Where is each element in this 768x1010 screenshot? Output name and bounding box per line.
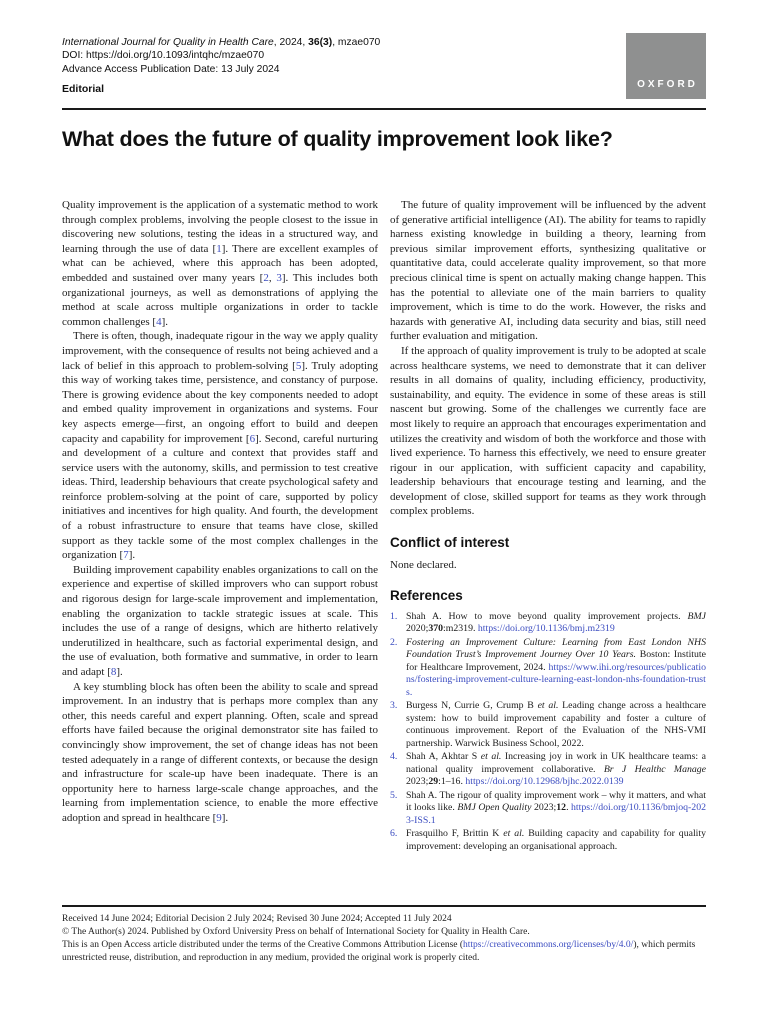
reference-number: 2.	[390, 636, 398, 648]
copyright-line: © The Author(s) 2024. Published by Oxford University Press on behalf of International Society for Quality in Health Care.	[62, 926, 530, 937]
citation-ref[interactable]: 6	[249, 432, 256, 445]
text-segment: ].	[221, 811, 229, 824]
body-paragraph	[62, 680, 378, 826]
text-segment: ].	[161, 315, 169, 328]
header-citation-block	[62, 36, 380, 97]
citation-ref[interactable]: 4	[156, 315, 162, 328]
text-segment: Building improvement capability enables organizations to call on the experience and expertise of skilled improvers who can support robust and rigorous design for large-scale improvement and implementation, enabling the organization to tackle strategic issues at scale. This includes the use of a range of designs, which are hitherto relatively underutilized in healthcare, such as factorial experimental design, and the use of evaluation, both formative and summative, in order to learn and adapt [	[62, 563, 378, 678]
text-segment: 370	[428, 623, 444, 635]
header-divider-rule	[62, 108, 706, 110]
text-segment: , 2024,	[273, 37, 309, 48]
text-segment: ]. There are excellent examples of what can be achieved, where this approach has been adopted, embedded and sustained over many years [	[62, 242, 378, 284]
reference-item	[390, 611, 706, 636]
text-segment: ].	[116, 666, 123, 678]
body-paragraph	[62, 563, 378, 680]
text-segment: ].	[128, 549, 136, 562]
url-link[interactable]: https://doi.org/10.1136/bmj.m2319	[477, 623, 615, 635]
text-segment: et al.	[503, 828, 525, 840]
reference-number: 6.	[390, 828, 398, 840]
citation-ref[interactable]: 9	[216, 811, 222, 824]
reference-item	[390, 790, 706, 828]
reference-text	[406, 790, 706, 828]
reference-item	[390, 637, 706, 700]
citation-ref[interactable]: 3	[276, 271, 282, 284]
reference-number: 4.	[390, 751, 398, 763]
footer-divider-rule	[62, 905, 706, 907]
text-segment: 36(3)	[308, 37, 333, 48]
citation-ref[interactable]: 2	[263, 271, 269, 284]
text-segment: Shah A, Akhtar S	[406, 751, 481, 763]
text-segment: BMJ	[687, 610, 706, 622]
license-line	[62, 939, 706, 965]
section-heading-conflict: Conflict of interest	[390, 535, 510, 551]
reference-text	[406, 751, 706, 789]
reference-number: 1.	[390, 610, 398, 622]
url-link[interactable]: https://doi.org/10.1136/bmjoq-2023-ISS.1	[406, 802, 706, 826]
article-body	[62, 198, 706, 900]
text-segment: Br J Healthc Manage	[603, 763, 706, 775]
text-segment: .	[566, 802, 572, 814]
text-segment: 12	[556, 802, 567, 814]
reference-text	[406, 637, 706, 700]
text-segment: et al.	[537, 700, 559, 712]
reference-list	[390, 611, 706, 854]
text-segment: ]. Second, careful nurturing and development of a culture and context that provides staff and service users with the autonomy, skills, and permission to test creative ideas. Third, leadership behaviours that create psychological safety and reinforce problem-solving at the point of care, supported by policy initiatives and incentives for high quality. And fourth, the development of a robust infrastructure to ensure that teams have close, skilled support as they tackle some of the most complex challenges in the organization [	[62, 432, 378, 562]
text-segment: International Journal for Quality in Health Care	[62, 37, 274, 48]
text-segment: A key stumbling block has often been the ability to scale and spread improvement. In an industry that is perhaps more complex than any other, this needs careful and expert planning. Often, scale and spread efforts have failed because the original demonstrator site has failed to convincingly show improvement, the set of change ideas has not been tested adequately in a range of different contexts, or because the design and infrastructure for scale-up have been inadequate. There is an opportunity here to harness large-scale change approaches, and the learning from implementation science, to enable the more effective adoption and spread in healthcare [	[62, 680, 378, 824]
text-segment: There is often, though, inadequate rigour in the way we apply quality improvement, with the consequence of results not being achieved and a lack of belief in this approach to problem-solving [	[62, 330, 378, 372]
text-segment: Quality improvement is the application of a systematic method to work through complex problems, involving the people closest to the issue in discovering new solutions, testing the ideas in a structured way, and learning through the use of data [	[62, 199, 378, 255]
body-paragraph	[62, 329, 378, 563]
text-segment: , mzae070	[332, 37, 381, 48]
citation-ref[interactable]: 8	[110, 666, 117, 678]
text-segment: Frasquilho F, Brittin K	[406, 828, 504, 840]
journal-citation-line	[62, 36, 380, 49]
conflict-statement: None declared.	[390, 558, 457, 571]
text-segment: 2023;	[531, 802, 557, 814]
url-link[interactable]: https://creativecommons.org/licenses/by/4.0/	[463, 939, 634, 950]
text-segment: ]. Truly adopting this way of working takes time, persistence, and constancy of purpose. There is growing evidence about the key components needed to adopt and embed quality improvement in organizations and systems. Four key aspects emerge—first, an ongoing effort to build and deepen capacity and capability for improvement [	[62, 359, 379, 445]
body-paragraph	[390, 344, 706, 519]
text-segment: :m2319.	[443, 623, 478, 635]
text-segment: BMJ Open Quality	[457, 802, 532, 814]
text-segment: Leading change across a healthcare system: how to build improvement capability and foster a culture of continuous improvement. Report of the Evaluation of the NHS-VMI partnership. Warwick Business School, 2022.	[406, 700, 706, 749]
reference-item	[390, 700, 706, 750]
text-segment: et al.	[480, 751, 502, 763]
body-paragraph	[390, 198, 706, 344]
article-title: What does the future of quality improvement look like?	[62, 127, 613, 151]
text-segment: The future of quality improvement will be influenced by the advent of generative artificial intelligence (AI). The ability for teams to rapidly harness existing knowledge in building a theory, learning from previous similar improvement efforts, synthesizing qualitative or quantitative data, could accelerate quality improvement, so that more precious clinical time is spent on actually making change happen. This has the potential to alleviate one of the main barriers to quality improvement, which is time to do the work. However, the risks and hazards with generative AI, including data security and bias, still need further evaluation and mitigation.	[390, 199, 706, 343]
page-header	[62, 36, 706, 99]
body-paragraph	[62, 198, 378, 329]
advance-access-line: Advance Access Publication Date: 13 July 2024	[62, 63, 280, 75]
article-type-label: Editorial	[62, 83, 105, 96]
text-segment: 2020;	[406, 623, 429, 635]
oxford-logo-text: OXFORD	[637, 79, 698, 90]
text-segment: ,	[268, 271, 277, 284]
text-segment: 29	[428, 776, 439, 788]
text-segment: This is an Open Access article distributed under the terms of the Creative Commons Attribution License (	[62, 939, 464, 950]
section-heading-references: References	[390, 588, 463, 604]
right-column	[390, 198, 706, 900]
citation-ref[interactable]: 1	[216, 242, 222, 255]
text-segment: Fostering an Improvement Culture: Learning from East London NHS Foundation Trust’s Improvement Journey Over 10 Years.	[406, 636, 706, 661]
text-segment: Increasing joy in work in UK healthcare teams: a national quality improvement collaborative.	[406, 751, 706, 775]
left-column	[62, 198, 378, 900]
reference-number: 3.	[390, 700, 398, 712]
doi-line[interactable]: DOI: https://doi.org/10.1093/intqhc/mzae070	[62, 50, 265, 62]
reference-text	[406, 611, 706, 636]
url-link[interactable]: https://doi.org/10.12968/bjhc.2022.0139	[465, 776, 624, 788]
reference-number: 5.	[390, 789, 398, 801]
text-segment: 2023;	[406, 776, 429, 788]
page-footer	[62, 905, 706, 965]
citation-ref[interactable]: 5	[295, 359, 302, 372]
text-segment: Boston: Institute for Healthcare Improvement, 2024.	[406, 649, 706, 673]
text-segment: Building capacity and capability for quality improvement: developing an organisational approach.	[406, 828, 706, 852]
text-segment: Shah A. How to move beyond quality improvement projects.	[406, 610, 688, 622]
oxford-publisher-logo	[626, 33, 706, 99]
text-segment: If the approach of quality improvement is truly to be adopted at scale across healthcare systems, we need to demonstrate that it can deliver results in all domains of quality, including efficiency, productivity, sustainability, and equity. The evidence in some of these areas is still nascent but growing. Some of the challenges we currently face are most likely to require an approach that encourages experimentation and utilizes the creativity and wisdom of both the workforce and those with lived experience. To harness this effectively, we need to ensure greater rigour in our application, with sufficient capacity and capability, leadership behaviours that encourage testing and learning, and the development of close, skilled support for teams as they work through complex problems.	[390, 344, 706, 518]
text-segment: :1–16.	[438, 776, 466, 788]
text-segment: Burgess N, Currie G, Crump B	[406, 700, 538, 712]
reference-text	[406, 828, 706, 853]
text-segment: ]. This includes both organizational journeys, as well as demonstrations of applying the method at scale across multiple organizations in order to tackle common challenges [	[62, 271, 379, 328]
reference-item	[390, 828, 706, 853]
citation-ref[interactable]: 7	[123, 549, 129, 562]
text-segment: Shah A. The rigour of quality improvement work – why it matters, and what it looks like.	[406, 789, 706, 814]
received-dates-line: Received 14 June 2024; Editorial Decision 2 July 2024; Revised 30 June 2024; Accepted 11 July 2024	[62, 913, 452, 924]
url-link[interactable]: https://www.ihi.org/resources/publications/fostering-improvement-culture-learning-east-london-nhs-foundation-trusts.	[406, 661, 706, 698]
reference-text	[406, 700, 706, 750]
reference-item	[390, 751, 706, 789]
text-segment: ), which permits unrestricted reuse, distribution, and reproduction in any medium, provided the original work is properly cited.	[62, 939, 696, 963]
